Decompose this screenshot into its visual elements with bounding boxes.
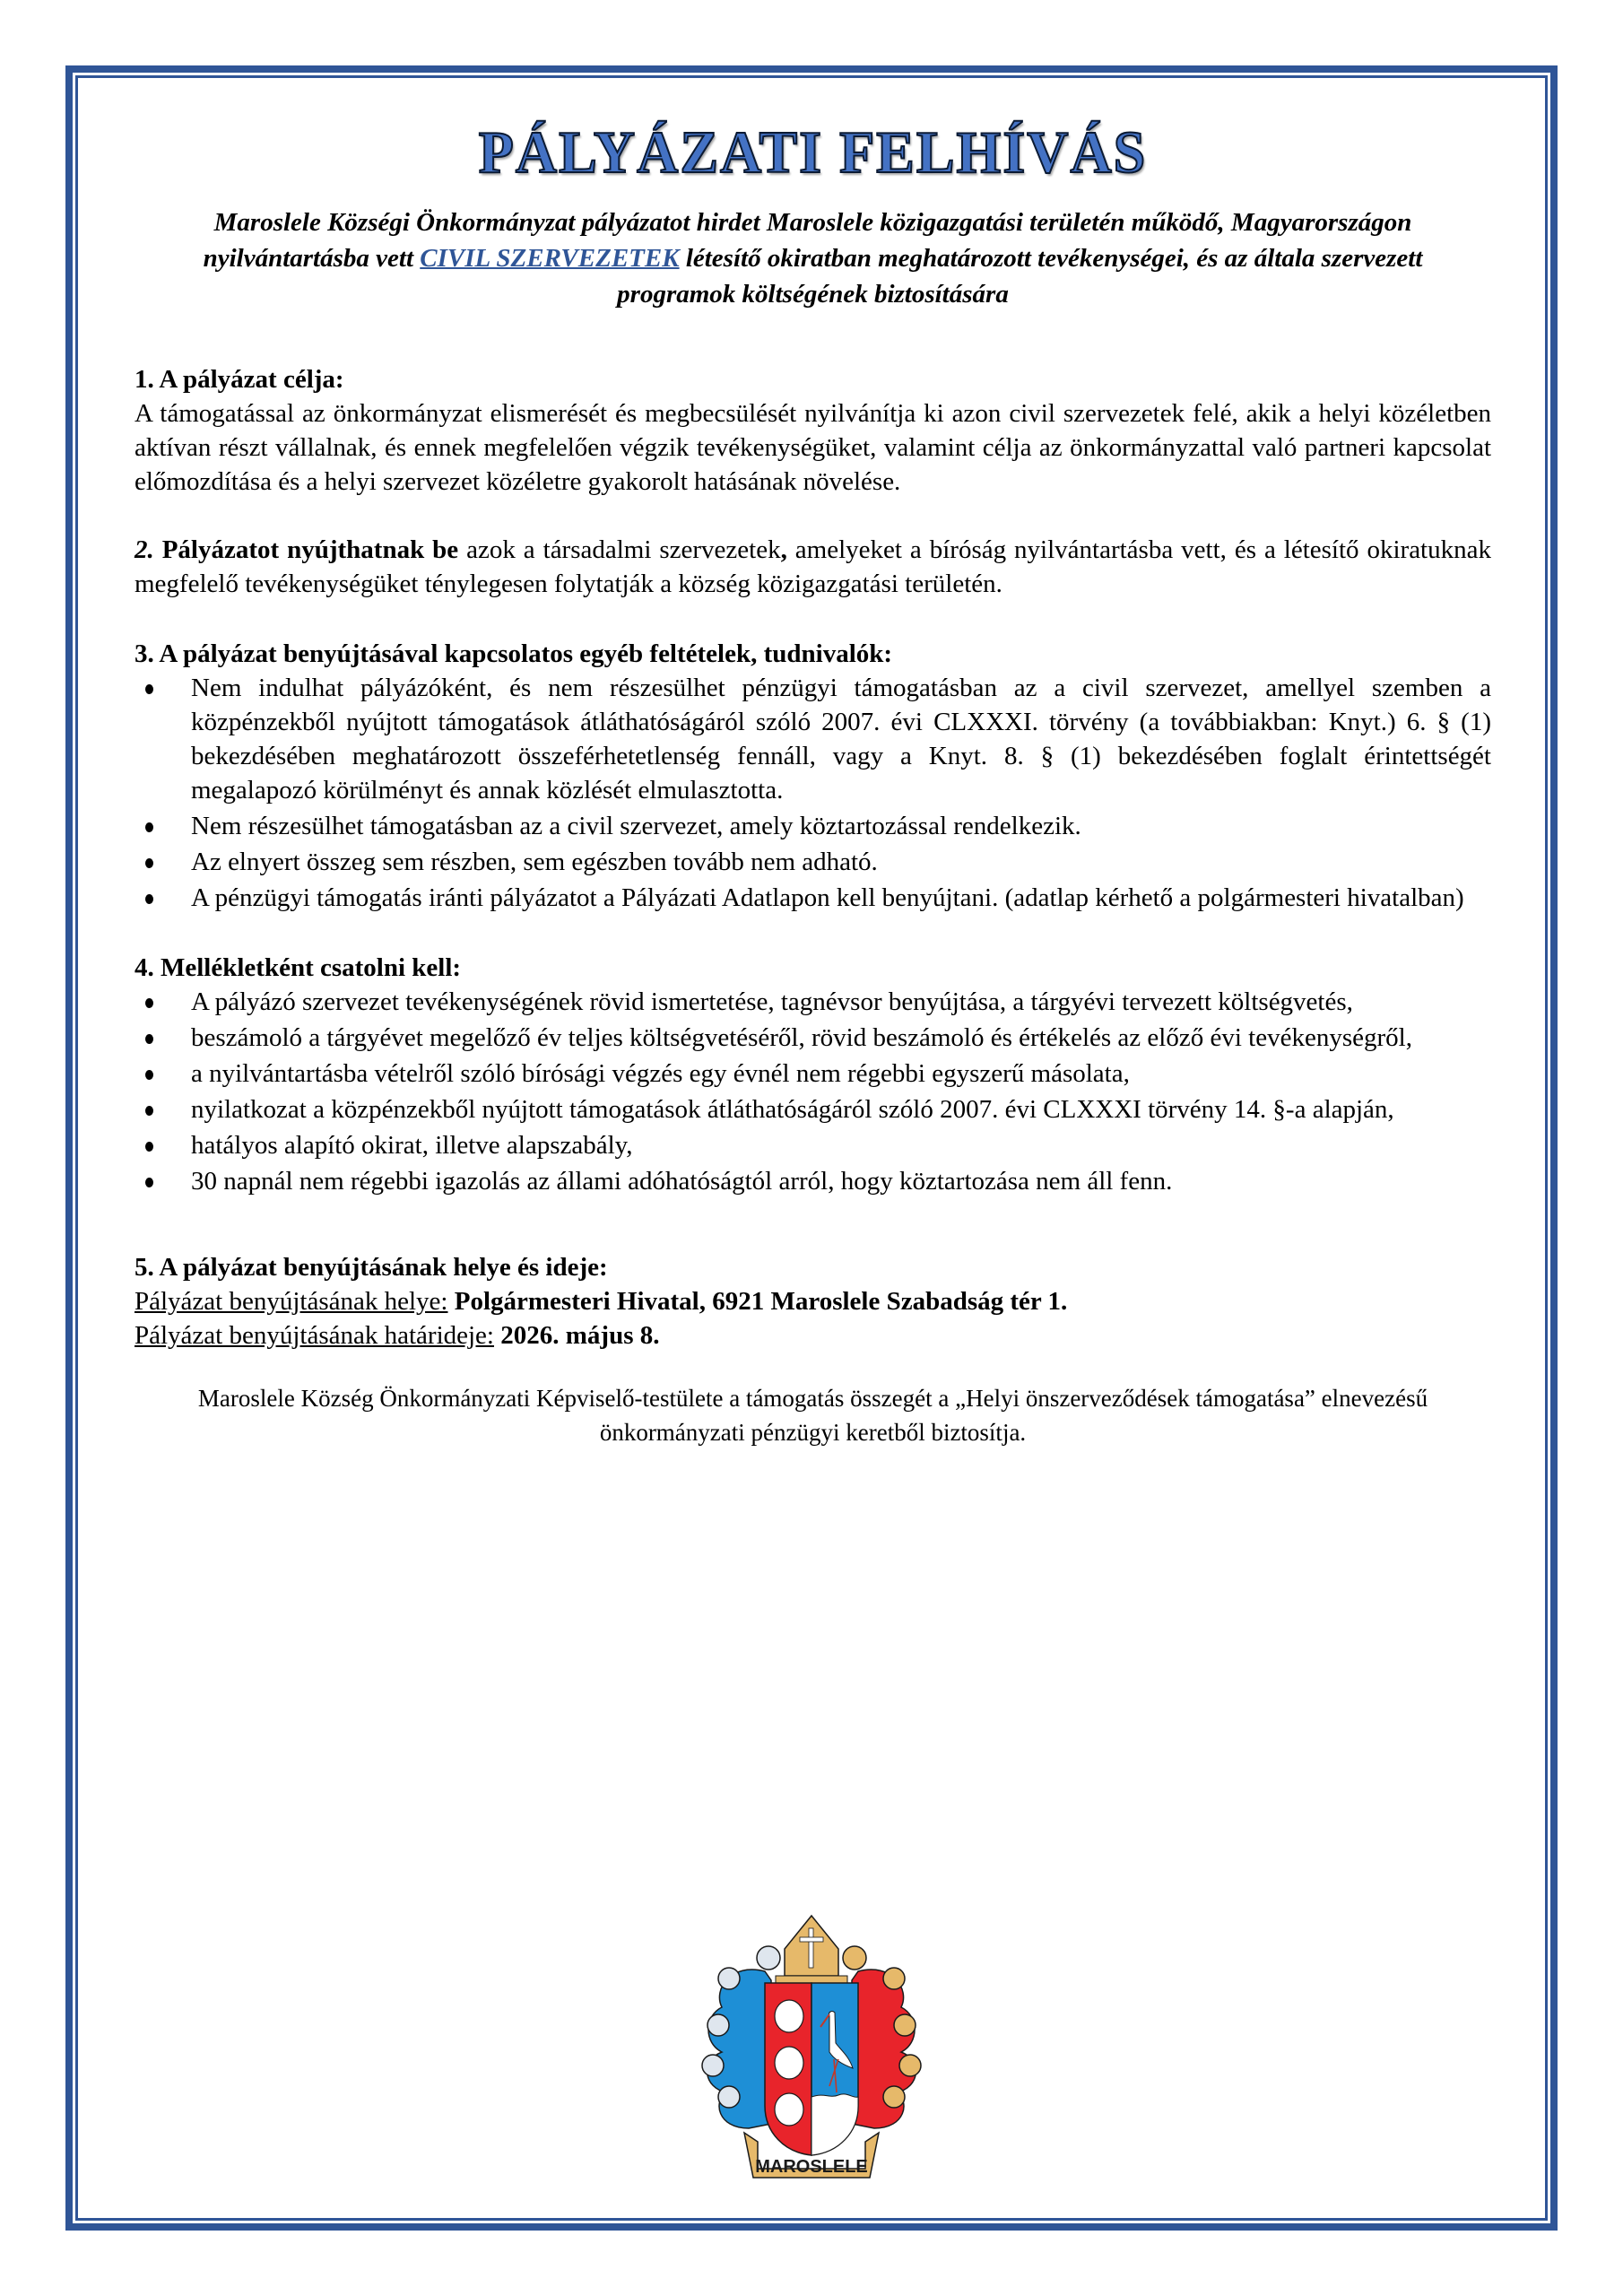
list-item-text: hatályos alapító okirat, illetve alapszabály, bbox=[191, 1131, 633, 1160]
list-item bbox=[135, 845, 1491, 879]
section-2-lead: Pályázatot nyújthatnak be bbox=[153, 535, 459, 564]
section-1 bbox=[135, 362, 1491, 499]
list-item bbox=[135, 1021, 1491, 1055]
submission-deadline-label: Pályázat benyújtásának határideje: bbox=[135, 1321, 494, 1350]
submission-place-value: Polgármesteri Hivatal, 6921 Maroslele Szabadság tér 1. bbox=[447, 1287, 1068, 1316]
bullet-icon bbox=[145, 998, 153, 1008]
list-item-text: beszámoló a tárgyévet megelőző év teljes költségvetéséről, rövid beszámoló és értékelés az előző évi tevékenységről, bbox=[191, 1023, 1412, 1052]
list-item-text: Nem indulhat pályázóként, és nem részesülhet pénzügyi támogatásban az a civil szervezet, amellyel szemben a közpénzekből nyújtott támogatások átláthatóságáról szóló 2007. évi CLXXXI. törvény (a továbbiakban: Knyt.) 6. § (1) bekezdésében meghatározott összeférhetetlenség fennáll, vagy a Knyt. 8. § (1) bekezdésében foglalt érintettségét megalapozó körülményt és annak közlését elmulasztotta. bbox=[191, 674, 1491, 804]
section-4 bbox=[135, 951, 1491, 1198]
list-item bbox=[135, 1092, 1491, 1126]
intro-text-b: létesítő okiratban meghatározott tevékenységei, és az általa szervezett programok költségének biztosítására bbox=[617, 244, 1423, 309]
section-2-number: 2. bbox=[135, 535, 154, 564]
document-title: PÁLYÁZATI FELHÍVÁS bbox=[478, 118, 1148, 186]
section-2-comma: , bbox=[780, 535, 787, 564]
section-3-list bbox=[135, 671, 1491, 915]
submission-place bbox=[135, 1284, 1491, 1318]
intro-paragraph bbox=[177, 204, 1450, 312]
section-3-heading: 3. A pályázat benyújtásával kapcsolatos egyéb feltételek, tudnivalók: bbox=[135, 639, 893, 668]
list-item-text: A pályázó szervezet tevékenységének rövid ismertetése, tagnévsor benyújtása, a tárgyévi tervezett költségvetés, bbox=[191, 987, 1353, 1016]
bullet-icon bbox=[145, 1178, 153, 1187]
section-3 bbox=[135, 637, 1491, 915]
bullet-icon bbox=[145, 858, 153, 868]
bullet-icon bbox=[145, 894, 153, 904]
list-item bbox=[135, 985, 1491, 1019]
list-item bbox=[135, 1164, 1491, 1198]
section-5-heading: 5. A pályázat benyújtásának helye és ideje: bbox=[135, 1253, 608, 1282]
maroslele-coat-of-arms-icon bbox=[695, 1909, 928, 2187]
list-item-text: Az elnyert összeg sem részben, sem egészben tovább nem adható. bbox=[191, 848, 878, 876]
section-2 bbox=[135, 533, 1491, 601]
section-5 bbox=[135, 1250, 1491, 1352]
list-item-text: A pénzügyi támogatás iránti pályázatot a Pályázati Adatlapon kell benyújtani. (adatlap kérhető a polgármesteri hivatalban) bbox=[191, 883, 1464, 912]
list-item-text: a nyilvántartásba vételről szóló bírósági végzés egy évnél nem régebbi egyszerű másolata, bbox=[191, 1059, 1130, 1088]
section-4-heading: 4. Mellékletként csatolni kell: bbox=[135, 953, 462, 982]
document-body bbox=[135, 117, 1491, 1449]
section-2-text-b: amelyeket a bíróság nyilvántartásba vett, és a létesítő okiratuknak megfelelő tevékenységüket ténylegesen folytatják a község közigazgatási területén. bbox=[135, 535, 1491, 598]
section-2-text-a: azok a társadalmi szervezetek bbox=[458, 535, 781, 564]
list-item bbox=[135, 1128, 1491, 1162]
list-item-text: nyilatkozat a közpénzekből nyújtott támogatások átláthatóságáról szóló 2007. évi CLXXXI törvény 14. §-a alapján, bbox=[191, 1095, 1394, 1124]
list-item bbox=[135, 809, 1491, 843]
bullet-icon bbox=[145, 684, 153, 694]
civil-szervezetek-link[interactable]: CIVIL SZERVEZETEK bbox=[420, 244, 680, 273]
list-item bbox=[135, 881, 1491, 915]
bullet-icon bbox=[145, 1142, 153, 1152]
submission-deadline-value: 2026. május 8. bbox=[494, 1321, 660, 1350]
bullet-icon bbox=[145, 1034, 153, 1044]
crest-banner-text: MAROSLELE bbox=[755, 2157, 868, 2177]
section-1-heading: 1. A pályázat célja: bbox=[135, 365, 344, 394]
list-item-text: Nem részesülhet támogatásban az a civil szervezet, amely köztartozással rendelkezik. bbox=[191, 812, 1081, 840]
list-item bbox=[135, 671, 1491, 807]
submission-place-label: Pályázat benyújtásának helye: bbox=[135, 1287, 448, 1316]
section-1-text: A támogatással az önkormányzat elismerését és megbecsülését nyilvánítja ki azon civil szervezetek felé, akik a helyi közéletben aktívan részt vállalnak, és ennek megfelelően végzik tevékenységüket, valamint célja az önkormányzattal való partneri kapcsolat előmozdítása és a helyi szervezet közéletre gyakorolt hatásának növelése. bbox=[135, 399, 1491, 496]
bullet-icon bbox=[145, 822, 153, 832]
section-2-text bbox=[135, 533, 1491, 601]
list-item-text: 30 napnál nem régebbi igazolás az állami adóhatóságtól arról, hogy köztartozása nem áll fenn. bbox=[191, 1167, 1173, 1196]
section-4-list bbox=[135, 985, 1491, 1198]
bullet-icon bbox=[145, 1106, 153, 1116]
bullet-icon bbox=[145, 1070, 153, 1080]
submission-deadline bbox=[135, 1318, 1491, 1352]
closing-note: Maroslele Község Önkormányzati Képviselő-testülete a támogatás összegét a „Helyi önszerveződések támogatása” elnevezésű önkormányzati pénzügyi keretből biztosítja. bbox=[197, 1385, 1428, 1446]
intro-text-a: Maroslele Községi Önkormányzat pályázatot hirdet Maroslele közigazgatási területén működő, Magyarországon nyilvántartásba vett bbox=[203, 208, 1412, 273]
list-item bbox=[135, 1057, 1491, 1091]
